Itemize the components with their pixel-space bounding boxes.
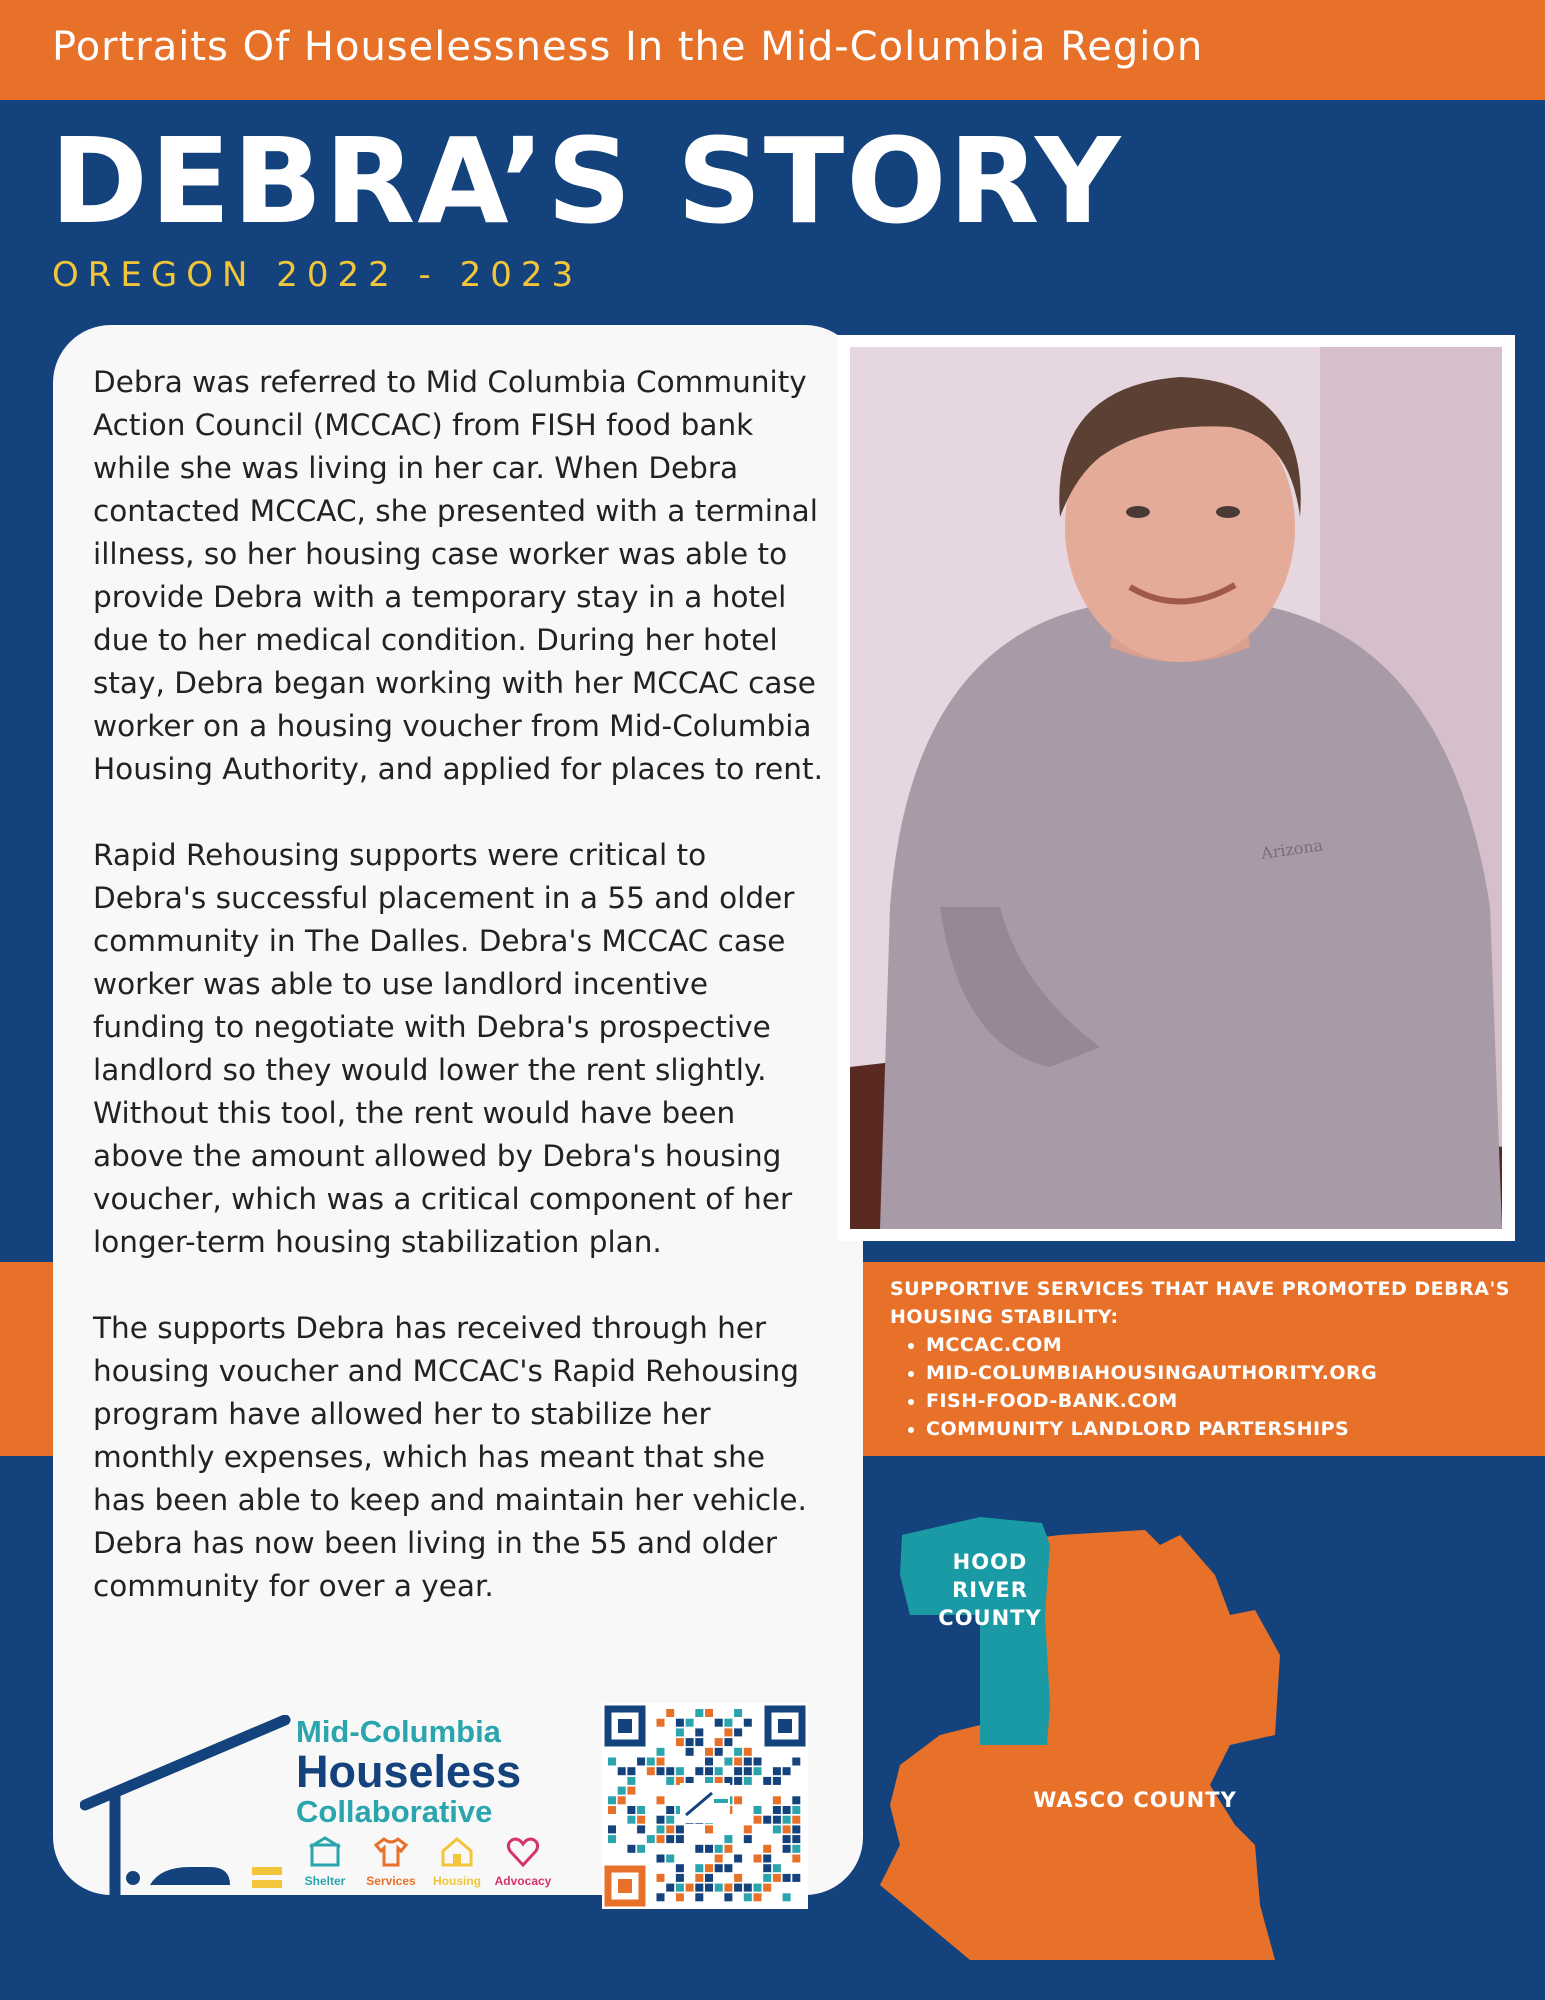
qr-cell <box>763 1845 771 1853</box>
qr-cell <box>724 1893 732 1901</box>
qr-cell <box>773 1874 781 1882</box>
qr-cell <box>676 1864 684 1872</box>
pillar-shelter <box>296 1835 354 1888</box>
service-item-4: • COMMUNITY LANDLORD PARTERSHIPS <box>926 1415 1530 1443</box>
qr-cell <box>686 1738 694 1746</box>
qr-cell <box>744 1825 752 1833</box>
qr-cell <box>695 1728 703 1736</box>
qr-cell <box>754 1884 762 1892</box>
qr-cell <box>637 1825 645 1833</box>
qr-cell <box>705 1845 713 1853</box>
page-subtitle: OREGON 2022 - 2023 <box>52 255 583 295</box>
qr-cell <box>705 1874 713 1882</box>
qr-cell <box>744 1884 752 1892</box>
service-item-3: • FISH-FOOD-BANK.COM <box>926 1387 1530 1415</box>
qr-cell <box>637 1758 645 1766</box>
qr-cell <box>754 1855 762 1863</box>
qr-cell <box>627 1845 635 1853</box>
qr-cell <box>763 1777 771 1785</box>
qr-cell <box>783 1845 791 1853</box>
qr-cell <box>773 1796 781 1804</box>
qr-cell <box>783 1767 791 1775</box>
qr-cell <box>695 1874 703 1882</box>
qr-cell <box>676 1835 684 1843</box>
qr-cell <box>754 1893 762 1901</box>
pillar-label-advocacy: Advocacy <box>494 1874 552 1888</box>
qr-code <box>602 1703 808 1909</box>
qr-cell <box>666 1855 674 1863</box>
qr-cell <box>773 1816 781 1824</box>
qr-cell <box>647 1758 655 1766</box>
qr-cell <box>637 1845 645 1853</box>
pillar-label-housing: Housing <box>433 1874 481 1888</box>
qr-cell <box>734 1796 742 1804</box>
qr-cell <box>724 1845 732 1853</box>
qr-cell <box>618 1787 626 1795</box>
shelter-icon <box>308 1835 342 1869</box>
qr-cell <box>657 1835 665 1843</box>
qr-cell <box>744 1893 752 1901</box>
qr-cell <box>783 1874 791 1882</box>
qr-cell <box>666 1806 674 1814</box>
qr-cell <box>734 1767 742 1775</box>
qr-cell <box>744 1767 752 1775</box>
qr-cell <box>792 1855 800 1863</box>
qr-cell <box>618 1796 626 1804</box>
qr-cell <box>666 1709 674 1717</box>
qr-cell <box>715 1719 723 1727</box>
qr-cell <box>734 1874 742 1882</box>
qr-cell <box>676 1874 684 1882</box>
qr-cell <box>734 1728 742 1736</box>
logo-pillars <box>296 1835 552 1888</box>
service-item-2: • MID-COLUMBIAHOUSINGAUTHORITY.ORG <box>926 1359 1530 1387</box>
qr-cell <box>705 1758 713 1766</box>
qr-cell <box>792 1758 800 1766</box>
qr-cell <box>608 1758 616 1766</box>
qr-cell <box>715 1767 723 1775</box>
wasco-label: WASCO COUNTY <box>1033 1788 1237 1812</box>
qr-cell <box>705 1884 713 1892</box>
qr-cell <box>618 1767 626 1775</box>
qr-cell <box>724 1738 732 1746</box>
qr-cell <box>695 1738 703 1746</box>
qr-cell <box>715 1884 723 1892</box>
qr-cell <box>627 1767 635 1775</box>
qr-cell <box>724 1884 732 1892</box>
services-heading: SUPPORTIVE SERVICES THAT HAVE PROMOTED DEBRA'S HOUSING STABILITY: <box>890 1278 1510 1328</box>
qr-cell <box>695 1864 703 1872</box>
supportive-services <box>890 1275 1530 1443</box>
qr-cell <box>705 1864 713 1872</box>
qr-cell <box>666 1825 674 1833</box>
qr-cell <box>763 1864 771 1872</box>
portrait-illustration <box>850 347 1502 1229</box>
qr-cell <box>763 1816 771 1824</box>
qr-cell <box>783 1806 791 1814</box>
pillar-advocacy <box>494 1835 552 1888</box>
qr-cell <box>705 1767 713 1775</box>
qr-cell <box>734 1855 742 1863</box>
qr-cell <box>608 1796 616 1804</box>
qr-cell <box>676 1884 684 1892</box>
qr-cell <box>608 1835 616 1843</box>
qr-cell <box>666 1767 674 1775</box>
qr-cell <box>686 1748 694 1756</box>
qr-cell <box>715 1845 723 1853</box>
qr-cell <box>773 1825 781 1833</box>
pillar-services <box>362 1835 420 1888</box>
qr-cell <box>783 1825 791 1833</box>
qr-cell <box>734 1709 742 1717</box>
qr-cell <box>627 1777 635 1785</box>
qr-cell <box>744 1835 752 1843</box>
qr-cell <box>724 1835 732 1843</box>
series-title: Portraits Of Houselessness In the Mid-Columbia Region <box>52 24 1204 70</box>
qr-cell <box>744 1758 752 1766</box>
heart-icon <box>506 1835 540 1869</box>
qr-cell <box>666 1884 674 1892</box>
pillar-label-shelter: Shelter <box>304 1874 346 1888</box>
qr-cell <box>676 1738 684 1746</box>
qr-cell <box>695 1845 703 1853</box>
qr-cell <box>695 1709 703 1717</box>
qr-cell <box>754 1816 762 1824</box>
qr-cell <box>637 1816 645 1824</box>
qr-cell <box>773 1864 781 1872</box>
hood-river-label: HOOD RIVER COUNTY <box>938 1550 1042 1630</box>
qr-cell <box>724 1728 732 1736</box>
qr-cell <box>773 1806 781 1814</box>
qr-cell <box>627 1787 635 1795</box>
qr-cell <box>608 1806 616 1814</box>
qr-cell <box>792 1835 800 1843</box>
qr-cell <box>715 1748 723 1756</box>
qr-cell <box>754 1767 762 1775</box>
qr-cell <box>657 1796 665 1804</box>
qr-cell <box>744 1777 752 1785</box>
qr-cell <box>724 1758 732 1766</box>
qr-cell <box>657 1816 665 1824</box>
qr-cell <box>666 1777 674 1785</box>
logo-line-1: Mid-Columbia <box>296 1714 501 1749</box>
qr-cell <box>705 1748 713 1756</box>
qr-cell <box>637 1806 645 1814</box>
qr-cell <box>792 1806 800 1814</box>
qr-cell <box>715 1855 723 1863</box>
qr-cell <box>627 1806 635 1814</box>
qr-cell <box>783 1893 791 1901</box>
qr-cell <box>627 1816 635 1824</box>
portrait-frame <box>837 335 1515 1241</box>
portrait-photo <box>850 347 1502 1229</box>
shirt-text: Arizona <box>1259 835 1325 863</box>
qr-cell <box>792 1825 800 1833</box>
qr-cell <box>666 1835 674 1843</box>
qr-cell <box>676 1767 684 1775</box>
qr-cell <box>695 1893 703 1901</box>
qr-cell <box>734 1884 742 1892</box>
qr-cell <box>783 1816 791 1824</box>
story-paragraph-3: The supports Debra has received through her housing voucher and MCCAC's Rapid Rehousing program have allowed her to stabilize her monthly expenses, which has meant that she has been able to keep and maintain her vehicle. Debra has now been living in the 55 and older community for over a year. <box>93 1311 807 1603</box>
story-paragraph-1: Debra was referred to Mid Columbia Community Action Council (MCCAC) from FISH food bank while she was living in her car. When Debra contacted MCCAC, she presented with a terminal illness, so her housing case worker was able to provide Debra with a temporary stay in a hotel due to her medical condition. During her hotel stay, Debra began working with her MCCAC case worker on a housing voucher from Mid-Columbia Housing Authority, and applied for places to rent. <box>93 365 823 786</box>
qr-cell <box>744 1719 752 1727</box>
qr-cell <box>657 1855 665 1863</box>
qr-cell <box>608 1825 616 1833</box>
services-list <box>890 1331 1530 1443</box>
logo-line-3: Collaborative <box>296 1794 493 1829</box>
service-item-1: • MCCAC.COM <box>926 1331 1530 1359</box>
qr-cell <box>754 1758 762 1766</box>
qr-cell <box>657 1825 665 1833</box>
qr-cell <box>792 1874 800 1882</box>
qr-cell <box>695 1884 703 1892</box>
qr-cell <box>657 1758 665 1766</box>
qr-cell <box>647 1835 655 1843</box>
house-outline-icon <box>85 1720 290 1905</box>
story-card <box>53 325 863 1895</box>
qr-cell <box>792 1796 800 1804</box>
qr-cell <box>724 1864 732 1872</box>
qr-cell <box>657 1893 665 1901</box>
qr-cell <box>783 1835 791 1843</box>
qr-cell <box>686 1884 694 1892</box>
qr-cell <box>734 1758 742 1766</box>
qr-cell <box>705 1709 713 1717</box>
qr-cell <box>792 1845 800 1853</box>
qr-cell <box>763 1874 771 1882</box>
logo-text <box>296 1715 552 1888</box>
qr-cell <box>647 1767 655 1775</box>
qr-cell <box>715 1738 723 1746</box>
story-paragraph-2: Rapid Rehousing supports were critical to Debra's successful placement in a 55 and older community in The Dalles. Debra's MCCAC case worker was able to use landlord incentive funding to negotiate with Debra's prospective landlord so they would lower the rent slightly. Without this tool, the rent would have been above the amount allowed by Debra's housing voucher, which was a critical component of her longer-term housing stabilization plan. <box>93 838 795 1259</box>
qr-cell <box>657 1719 665 1727</box>
house-icon <box>440 1835 474 1869</box>
qr-cell <box>734 1748 742 1756</box>
qr-cell <box>763 1855 771 1863</box>
qr-cell <box>676 1719 684 1727</box>
pillar-label-services: Services <box>366 1874 416 1888</box>
qr-cell <box>676 1893 684 1901</box>
qr-cell <box>744 1748 752 1756</box>
qr-cell <box>705 1825 713 1833</box>
qr-cell <box>657 1748 665 1756</box>
qr-cell <box>666 1816 674 1824</box>
qr-cell <box>773 1777 781 1785</box>
qr-cell <box>792 1816 800 1824</box>
qr-cell <box>676 1728 684 1736</box>
qr-cell <box>657 1767 665 1775</box>
shirt-icon <box>374 1835 408 1869</box>
logo-line-2: Houseless <box>296 1746 522 1797</box>
qr-cell <box>773 1767 781 1775</box>
qr-cell <box>754 1806 762 1814</box>
qr-cell <box>724 1719 732 1727</box>
page-title: DEBRA’S STORY <box>50 112 1123 250</box>
pillar-housing <box>428 1835 486 1888</box>
qr-cell <box>676 1825 684 1833</box>
qr-cell <box>763 1884 771 1892</box>
qr-cell <box>734 1777 742 1785</box>
qr-cell <box>695 1767 703 1775</box>
qr-cell <box>715 1864 723 1872</box>
qr-cell <box>657 1874 665 1882</box>
qr-cell <box>686 1719 694 1727</box>
